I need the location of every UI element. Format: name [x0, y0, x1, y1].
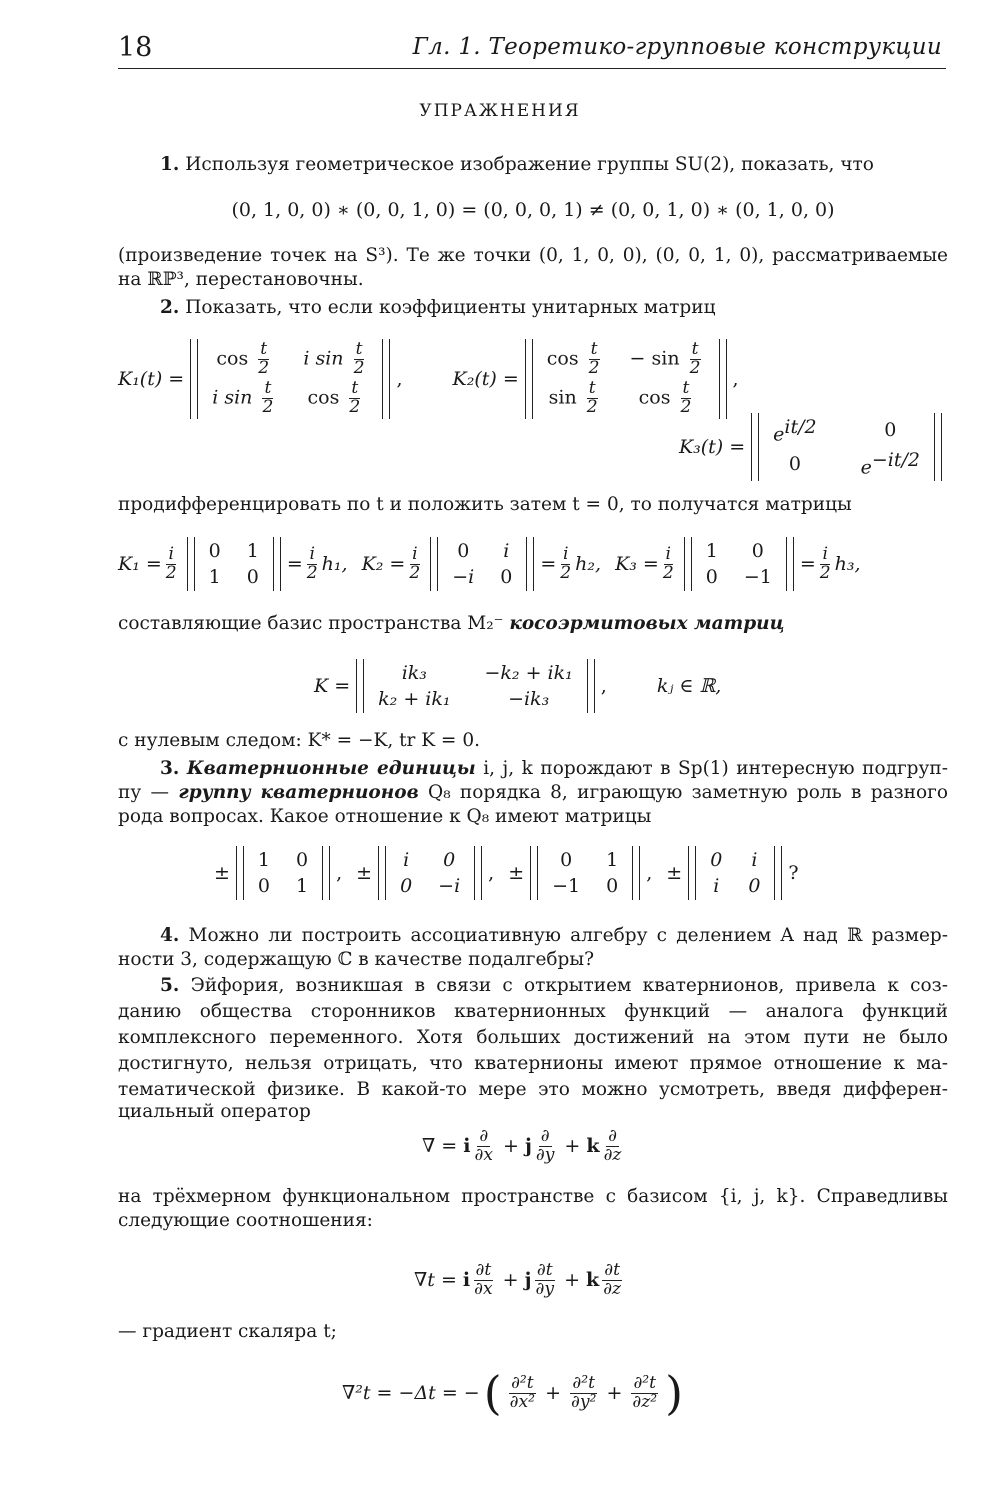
ex2-diff-line: продифференцировать по t и положить затем t = 0, то получатся матрицы — [118, 494, 852, 515]
ex5-line3: комплексного переменного. Хотя больших достижений на этом пути не было — [118, 1027, 948, 1048]
k2-matrix — [525, 339, 727, 419]
k3-cell: 0 — [884, 419, 897, 442]
k3-row — [678, 415, 948, 479]
gradient-caption: — градиент скаляра t; — [118, 1321, 337, 1342]
ex1-formula-text: (0, 1, 0, 0) ∗ (0, 0, 1, 0) = (0, 0, 0, 1) ≠ (0, 0, 1, 0) ∗ (0, 1, 0, 0) — [231, 199, 835, 221]
k2-label: K₂(t) = — [452, 368, 519, 390]
ex5-line8: следующие соотношения: — [118, 1210, 373, 1231]
ex5-line6: циальный оператор — [118, 1101, 311, 1122]
k1-matrix — [190, 339, 390, 419]
ex1-after-line1: (произведение точек на S³). Те же точки (0, 1, 0, 0), (0, 0, 1, 0), рассматриваемые — [118, 245, 948, 266]
q8-matrix-d: 0 i i 0 — [688, 846, 782, 900]
q8-matrix-b: i 0 0 −i — [378, 846, 482, 900]
ex1-text: Используя геометрическое изображение группы SU(2), показать, что — [185, 154, 874, 175]
q8-matrix-a: 1 0 0 1 — [236, 846, 330, 900]
k1-cell: i sin $\frac{t}{2}$ — [212, 378, 274, 417]
ex2-statement — [160, 296, 948, 320]
nabla-operator: ∇ = i $\frac{\partial}{\partial x}$ + j $\frac{\partial}{\partial y}$ + k $\frac{\partial}{\partial z}$ — [422, 1125, 622, 1165]
ex1-statement — [160, 153, 948, 177]
ex1-formula — [118, 198, 948, 222]
k3-cell: 0 — [788, 452, 801, 475]
matrix-bar — [190, 339, 198, 419]
ex5-line5: тематической физике. В какой-то мере это можно усмотреть, введя дифферен- — [118, 1079, 948, 1100]
gen3-matrix: 1 0 0 −1 — [684, 537, 794, 591]
gen1-matrix: 0 1 1 0 — [187, 537, 281, 591]
k2-cell: cos $\frac{t}{2}$ — [546, 339, 600, 379]
ex5-line7: на трёхмерном функциональном пространстве с базисом {i, j, k}. Справедливы — [118, 1186, 948, 1207]
k3-cell: eit/2 — [773, 415, 817, 445]
k1-cell: cos $\frac{t}{2}$ — [216, 339, 270, 379]
matrix-bar — [719, 339, 727, 419]
k1-label: K₁(t) = — [118, 368, 185, 390]
k3-label: K₃(t) = — [678, 436, 746, 458]
page-number: 18 — [118, 32, 153, 63]
page-header — [118, 28, 946, 69]
ex3-line3: рода вопросах. Какое отношение к Q₈ имеют матрицы — [118, 806, 652, 827]
k1-k2-row: K₁(t) = cos $\frac{t}{2}$ i sin $\frac{t}{2}$ i sin $\frac{t}{2}$ cos $\frac{t}{2}$ , K₂(t) = cos $\frac{t}{2}$ − sin $\frac{t}{2}$ sin $\frac{t}{2}$ cos $\frac{t}{2}$ , — [118, 339, 739, 417]
ex3-line1: 3. Кватернионные единицы i, j, k порождают в Sp(1) интересную подгруп- — [160, 758, 948, 779]
ex1-after-line2: на ℝℙ³, перестановочны. — [118, 269, 364, 290]
ex5-line2: данию общества сторонников кватернионных функций — аналога функций — [118, 1001, 948, 1022]
K-matrix: ik₃ −k₂ + ik₁ k₂ + ik₁ −ik₃ — [356, 659, 595, 713]
section-title: УПРАЖНЕНИЯ — [419, 101, 581, 121]
k2-cell: − sin $\frac{t}{2}$ — [629, 339, 701, 379]
laplacian-formula: ∇²t = −Δt = − ( $\frac{\text{∂²t}}{\text{∂x²}}$ + $\frac{\text{∂²t}}{\text{∂y²}}$ + $\frac{\text{∂²t}}{\text{∂z²}}$ ) — [342, 1366, 684, 1420]
k2-cell: sin $\frac{t}{2}$ — [548, 378, 598, 417]
k1-cell: i sin $\frac{t}{2}$ — [303, 339, 365, 379]
matrix-bar — [382, 339, 390, 419]
k3-matrix — [751, 413, 942, 482]
matrix-bar — [751, 413, 759, 482]
ex5-line4: достигнуто, нельзя отрицать, что кватернионы имеют прямое отношение к ма- — [118, 1053, 948, 1074]
k3-cell: e−it/2 — [860, 449, 920, 479]
K-matrix-row: K = ik₃ −k₂ + ik₁ k₂ + ik₁ −ik₃ , kⱼ ∈ ℝ, — [314, 655, 721, 717]
q8-matrix-c: 0 1 −1 0 — [530, 846, 640, 900]
matrix-bar — [934, 413, 942, 482]
basis-line: составляющие базис пространства M₂⁻ косоэрмитовых матриц — [118, 613, 785, 634]
q8-matrices-row: ± 1 0 0 1 , ± i 0 0 −i , ± 0 1 −1 0 , ± 0 i i 0 ? — [214, 843, 799, 903]
trace-line: с нулевым следом: K* = −K, tr K = 0. — [118, 730, 480, 751]
ex4-line2: ности 3, содержащую ℂ в качестве подалгебры? — [118, 949, 595, 970]
ex2-text: Показать, что если коэффициенты унитарных матриц — [185, 297, 716, 318]
ex1-number: 1. — [160, 154, 180, 175]
generators-row: K₁ = $\frac{i}{2}$ 0 1 1 0 = $\frac{i}{2}$ h₁, K₂ = $\frac{i}{2}$ 0 i −i 0 = $\frac{i}{2}$ h₂, K₃ = $\frac{i}{2}$ 1 0 0 −1 = $\frac{i}{2}$ h₃, — [118, 534, 861, 594]
matrix-bar — [525, 339, 533, 419]
ex5-line1: 5. Эйфория, возникшая в связи с открытием кватернионов, привела к соз- — [160, 975, 948, 996]
ex2-number: 2. — [160, 297, 180, 318]
gradient-formula: ∇t = i $\frac{\partial t}{\partial x}$ + j $\frac{\partial t}{\partial y}$ + k $\frac{\partial t}{\partial z}$ — [414, 1259, 622, 1299]
k1-cell: cos $\frac{t}{2}$ — [307, 378, 361, 417]
running-head: Гл. 1. Теоретико-групповые конструкции — [412, 34, 942, 60]
ex4-line1: 4. Можно ли построить ассоциативную алгебру с делением A над ℝ размер- — [160, 925, 948, 946]
gen2-matrix: 0 i −i 0 — [430, 537, 534, 591]
k2-cell: cos $\frac{t}{2}$ — [638, 378, 692, 417]
ex3-line2: пу — группу кватернионов Q₈ порядка 8, играющую заметную роль в разного — [118, 782, 948, 803]
